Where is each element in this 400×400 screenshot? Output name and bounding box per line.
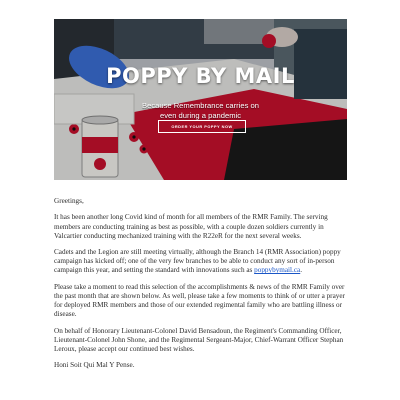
hero-banner[interactable] bbox=[54, 19, 347, 180]
closing-motto: Honi Soit Qui Mal Y Pense. bbox=[54, 361, 135, 370]
paragraph-cadets-legion bbox=[54, 248, 347, 275]
hero-headline: POPPY BY MAIL bbox=[106, 64, 295, 88]
order-poppy-button[interactable]: ORDER YOUR POPPY NOW bbox=[158, 120, 246, 133]
paragraph-best-wishes: On behalf of Honorary Lieutenant-Colonel David Bensadoun, the Regiment's Commanding Officer, Lieutenant-Colonel John Shone, and the Regimental Sergeant-Major, Chief-Warrant Officer Stephan Leroux, please accept our continued best wishes. bbox=[54, 326, 344, 353]
paragraph-cadets-legion-end: . bbox=[300, 266, 303, 275]
hero-subheadline bbox=[54, 101, 347, 121]
paragraph-covid-update: It has been another long Covid kind of month for all members of the RMR Family. The serving members are conducting training as best as possible, with a couple dozen soldiers currently in Valcartier conducting mechanized training with the R22eR for the next several weeks. bbox=[54, 213, 328, 240]
paragraph-cadets-legion-text: Cadets and the Legion are still meeting virtually, although the Branch 14 (RMR Association) poppy campaign has kicked off; one of the very few branches to be able to conduct any sort of in-person campaign this year, and setting the standard with innovations such as bbox=[54, 248, 341, 275]
poppybymail-link[interactable]: poppybymail.ca bbox=[254, 266, 301, 275]
hero-subheadline-line-2: even during a pandemic bbox=[159, 111, 242, 120]
email-body bbox=[54, 197, 347, 378]
paragraph-news-selection: Please take a moment to read this selection of the accomplishments & news of the RMR Family over the past month that are shown below. As well, please take a few moments to think of or utter a prayer for deployed RMR members and those of our extended regimental family who are battling illness or disease. bbox=[54, 282, 345, 319]
greeting: Greetings, bbox=[54, 197, 84, 205]
hero-subheadline-line-1: Because Remembrance carries on bbox=[142, 101, 259, 110]
hero-photo bbox=[54, 19, 347, 180]
